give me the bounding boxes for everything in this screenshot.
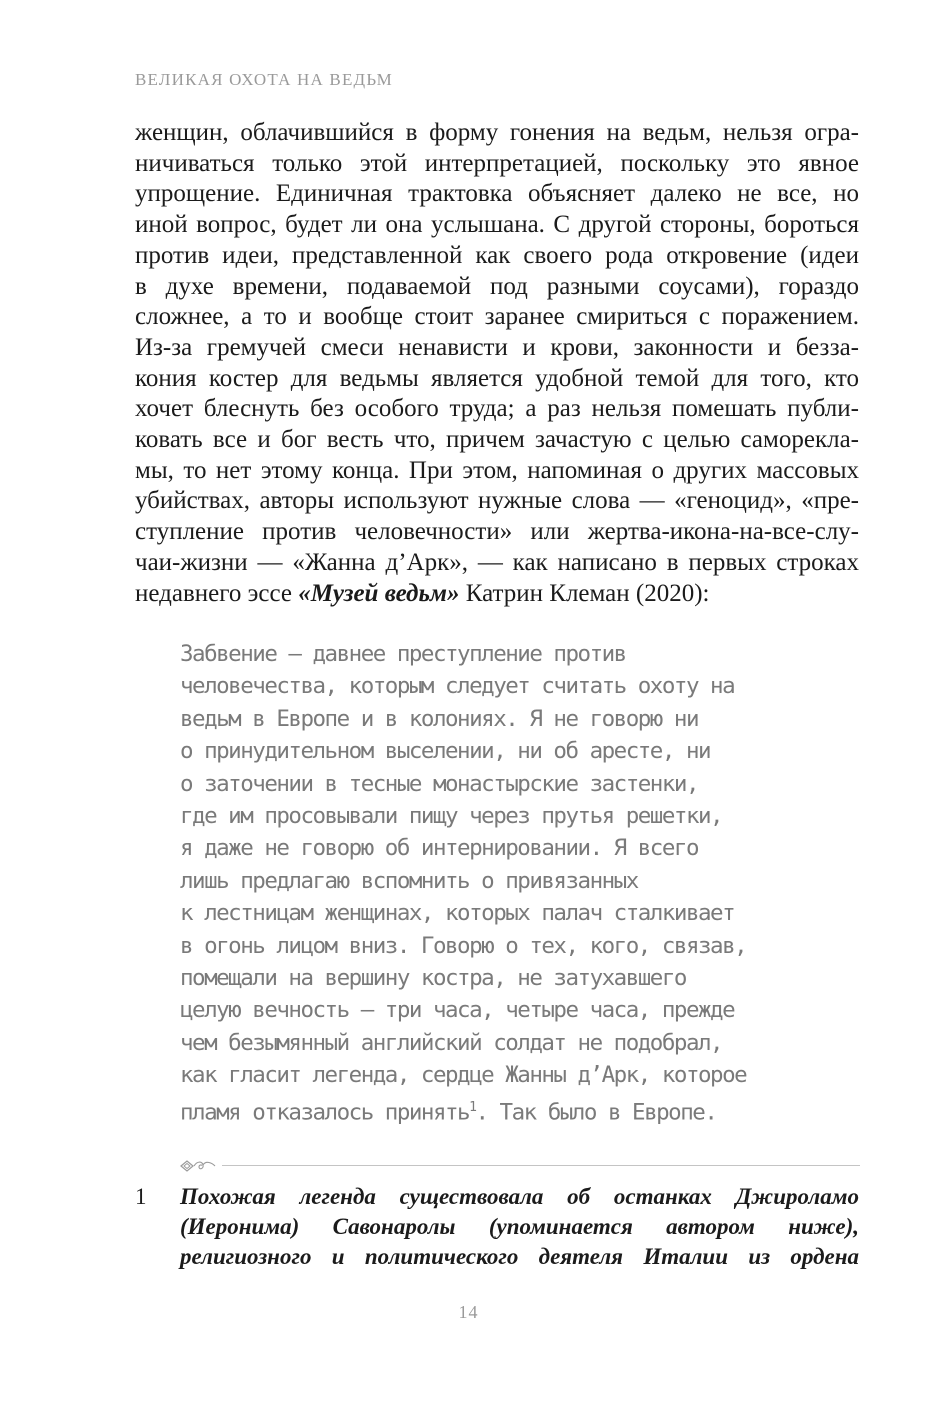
quote-line: в огонь лицом вниз. Говорю о тех, кого, связав, [180, 932, 747, 959]
footnote-line: Похожая легенда существовала об останках Джироламо [180, 1184, 859, 1209]
footnote-number: 1 [135, 1184, 147, 1209]
quote-line: помещали на вершину костра, не затухавшего [180, 965, 686, 992]
quote-line: ведьм в Европе и в колониях. Я не говорю ни [180, 705, 698, 732]
body-line: ничиваться только этой интерпретацией, поскольку это явное [135, 149, 859, 177]
quote-line: я даже не говорю об интернировании. Я всего [180, 835, 698, 862]
body-line: ступление против человечности» или жертва-икона-на-все-слу- [135, 518, 859, 546]
body-line: ковать все и бог весть что, причем зачастую с целью саморекла- [135, 426, 859, 454]
body-line: Из-за гремучей смеси ненависти и крови, законности и безза- [135, 333, 859, 361]
page-number: 14 [458, 1302, 479, 1322]
footnote-separator [180, 1156, 860, 1176]
quote-line: к лестницам женщинах, которых палач сталкивает [180, 900, 735, 927]
quote-last-line-start: пламя отказалось принять [180, 1099, 470, 1126]
quote-line: человечества, которым следует считать охоту на [180, 673, 735, 700]
body-line: чаи-жизни — «Жанна д’Арк», — как написано в первых строках [135, 548, 859, 576]
quote-last-line [180, 1092, 820, 1129]
body-last-line-start: недавнего эссе [135, 579, 299, 607]
quote-line: лишь предлагаю вспомнить о привязанных [180, 867, 638, 894]
separator-rule [222, 1165, 860, 1166]
essay-title: «Музей ведьм» [298, 579, 460, 607]
body-line: иной вопрос, будет ли она услышана. С другой стороны, бороться [135, 211, 859, 239]
ornament-icon [180, 1158, 220, 1174]
quote-line: чем безымянный английский солдат не подобрал, [180, 1029, 723, 1056]
block-quote [180, 638, 820, 1129]
footnote-line: (Иеронима) Савонаролы (упоминается автором ниже), [180, 1214, 859, 1239]
body-line: сложнее, а то и вообще стоит заранее смириться с поражением. [135, 303, 859, 331]
body-line: упрощение. Единичная трактовка объясняет далеко не все, но [135, 180, 859, 208]
quote-last-line-end: . Так было в Европе. [475, 1099, 717, 1126]
body-last-line [135, 579, 859, 610]
body-text [135, 118, 859, 609]
body-line: мы, то нет этому конца. При этом, напоминая о других массовых [135, 456, 859, 484]
body-line: хочет блеснуть без особого труда; а раз нельзя помешать публи- [135, 395, 859, 423]
body-line: кония костер для ведьмы является удобной темой для того, кто [135, 364, 859, 392]
running-head: ВЕЛИКАЯ ОХОТА НА ВЕДЬМ [135, 70, 393, 89]
body-line: убийствах, авторы используют нужные слова — «геноцид», «пре- [135, 487, 859, 515]
body-line: против идеи, представленной как своего рода откровение (идеи [135, 241, 859, 269]
body-line: в духе времени, подаваемой под разными соусами), гораздо [135, 272, 859, 300]
quote-line: о принудительном выселении, ни об аресте, ни [180, 738, 711, 765]
quote-line: о заточении в тесные монастырские застенки, [180, 770, 698, 797]
body-last-line-end: Катрин Клеман (2020): [459, 579, 710, 607]
quote-line: как гласит легенда, сердце Жанны д’Арк, которое [180, 1062, 747, 1089]
quote-line: Забвение — давнее преступление против [180, 641, 626, 667]
body-line: женщин, облачившийся в форму гонения на ведьм, нельзя огра- [135, 119, 859, 146]
quote-line: целую вечность — три часа, четыре часа, прежде [180, 997, 735, 1024]
quote-line: где им просовывали пищу через прутья решетки, [180, 803, 723, 830]
footnote-line: религиозного и политического деятеля Италии из ордена [180, 1244, 859, 1269]
footnote-text [180, 1182, 859, 1272]
footnote-reference[interactable]: 1 [469, 1099, 476, 1115]
